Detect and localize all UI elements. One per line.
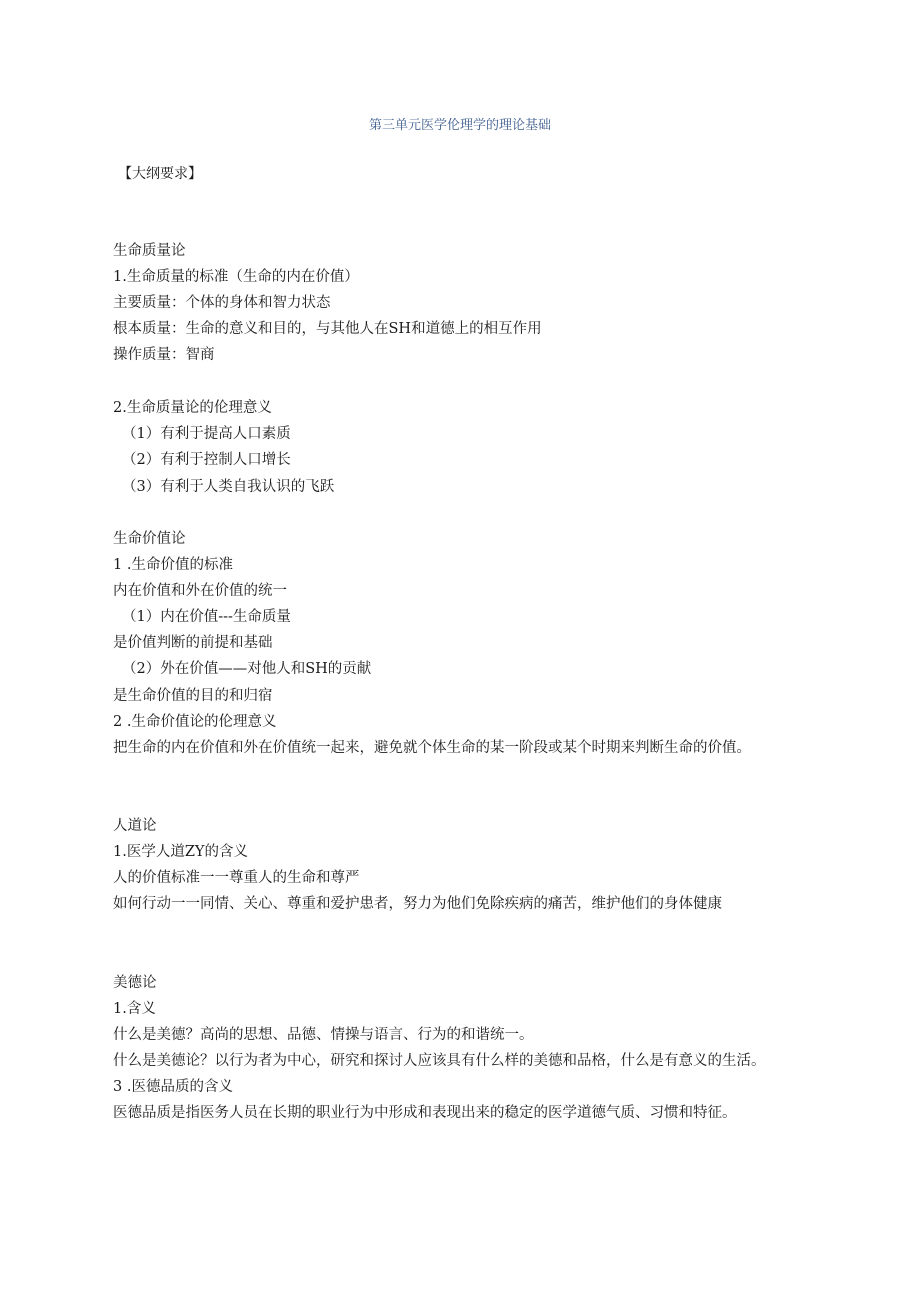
- paragraph-line: 是价值判断的前提和基础: [113, 635, 273, 651]
- page-title: 第三单元医学伦理学的理论基础: [368, 118, 551, 133]
- section-heading-life-value: 生命价值论: [113, 531, 186, 547]
- paragraph-line: 人的价值标准一一尊重人的生命和尊严: [113, 870, 360, 886]
- paragraph-line: 什么是美德？高尚的思想、品德、情操与语言、行为的和谐统一。: [113, 1027, 534, 1043]
- list-item: （1）内在价值---生命质量: [122, 609, 291, 625]
- paragraph-line: 2 .生命价值论的伦理意义: [113, 714, 277, 730]
- paragraph-line: 是生命价值的目的和归宿: [113, 688, 273, 704]
- list-item: （3）有利于人类自我认识的飞跃: [122, 479, 335, 495]
- paragraph-line: 如何行动一一同情、关心、尊重和爱护患者，努力为他们免除疾病的痛苦，维护他们的身体健康: [113, 896, 722, 912]
- paragraph-line: 1.含义: [113, 1001, 156, 1017]
- list-item: （1）有利于提高人口素质: [122, 426, 291, 442]
- section-heading-life-quality: 生命质量论: [113, 243, 186, 259]
- paragraph-line: 1 .生命价值的标准: [113, 557, 233, 573]
- list-item: （2）外在价值——对他人和SH的贡献: [122, 661, 372, 677]
- list-item: （2）有利于控制人口增长: [122, 452, 291, 468]
- paragraph-line: 操作质量：智商: [113, 347, 215, 363]
- paragraph-line: 内在价值和外在价值的统一: [113, 583, 287, 599]
- section-heading-virtue: 美德论: [113, 975, 157, 991]
- paragraph-line: 1.生命质量的标准（生命的内在价值）: [113, 269, 359, 285]
- paragraph-line: 根本质量：生命的意义和目的，与其他人在SH和道德上的相互作用: [113, 321, 542, 337]
- section-heading-humanitarianism: 人道论: [113, 818, 157, 834]
- paragraph-line: 3 .医德品质的含义: [113, 1079, 233, 1095]
- outline-label: 【大纲要求】: [118, 166, 202, 182]
- paragraph-line: 什么是美德论？以行为者为中心，研究和探讨人应该具有什么样的美德和品格，什么是有意义的生活。: [113, 1053, 766, 1069]
- paragraph-line: 把生命的内在价值和外在价值统一起来，避免就个体生命的某一阶段或某个时期来判断生命的价值。: [113, 740, 751, 756]
- paragraph-line: 2.生命质量论的伦理意义: [113, 400, 272, 416]
- paragraph-line: 1.医学人道ZY的含义: [113, 844, 248, 860]
- paragraph-line: 医德品质是指医务人员在长期的职业行为中形成和表现出来的稳定的医学道德气质、习惯和特征。: [113, 1105, 737, 1121]
- paragraph-line: 主要质量：个体的身体和智力状态: [113, 295, 331, 311]
